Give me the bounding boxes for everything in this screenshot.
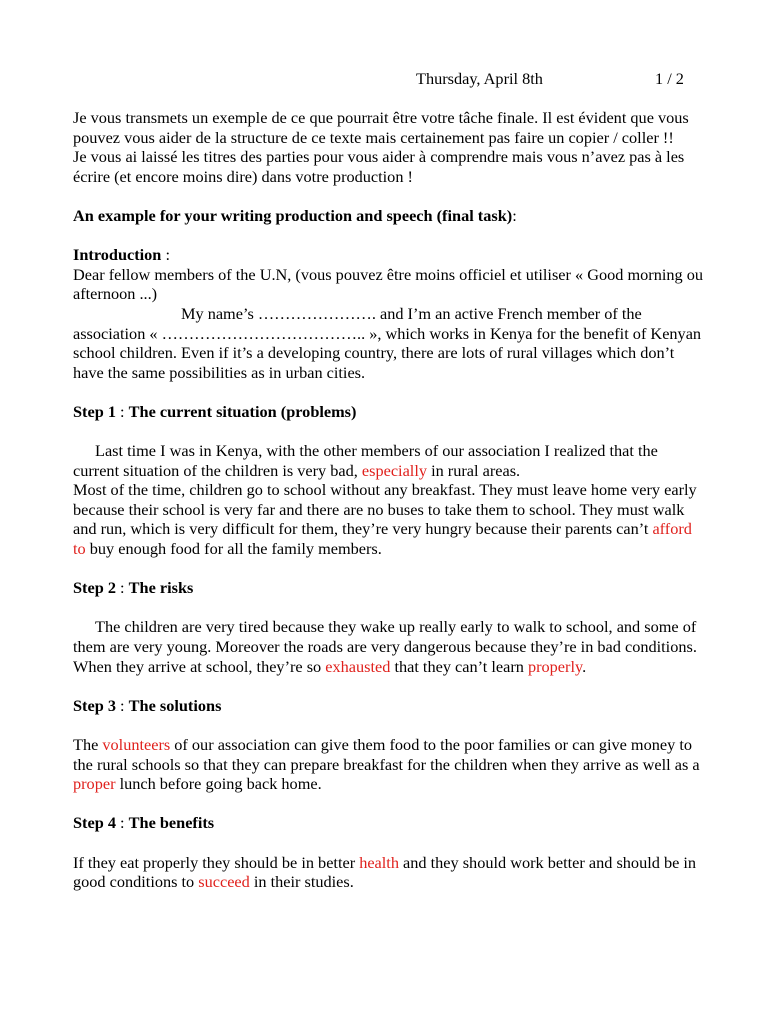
vocab-highlight: properly (527, 656, 583, 676)
spacer (73, 186, 703, 206)
step3-text: of our association can give them food to the poor families or can give money to the rural schools so that they can prepare breakfast for the children when they arrive as well as a (73, 735, 700, 774)
intro-note-line-1: Je vous transmets un exemple de ce que pourrait être votre tâche finale. Il est évident que vous pouvez vous aider de la structure de ce texte mais certainement pas faire un copier / coller !! (73, 108, 689, 147)
step1-text: in rural areas. (427, 460, 521, 480)
vocab-highlight: volunteers (102, 735, 171, 754)
page-header (0, 69, 768, 91)
step1-paragraph-2 (73, 480, 703, 558)
step2-separator: : (115, 578, 129, 598)
task-title-bold: An example for your writing production and speech (final task) (73, 205, 513, 225)
introduction-greeting: Dear fellow members of the U.N, (vous pouvez être moins officiel et utiliser « Good morning ou afternoon ...) (73, 264, 703, 304)
step2-heading (73, 578, 703, 598)
vocab-highlight: afford to (73, 519, 692, 559)
introduction-heading-suffix: : (161, 245, 170, 265)
step3-label: Step 3 (73, 695, 116, 715)
spacer (73, 833, 703, 853)
header-date: Thursday, April 8th (416, 69, 543, 88)
step1-text: buy enough food for all the family members. (85, 539, 382, 559)
step2-paragraph (73, 617, 703, 676)
step1-separator: : (115, 401, 129, 421)
step1-text: Most of the time, children go to school without any breakfast. They must leave home very early because their school is very far and there are no buses to take them to school. They must walk and run, which is very difficult for them, they’re very hungry because their parents can’t (73, 480, 697, 539)
step2-text: . (582, 656, 587, 676)
step3-text: The (73, 735, 103, 754)
step4-separator: : (115, 813, 129, 833)
step3-paragraph (73, 735, 703, 794)
intro-note-line-2: Je vous ai laissé les titres des parties pour vous aider à comprendre mais vous n’avez pas à les écrire (et encore moins dire) dans votre production ! (73, 147, 685, 186)
vocab-highlight: especially (361, 460, 427, 480)
spacer (73, 559, 703, 579)
step4-heading (73, 813, 703, 833)
step2-title: The risks (128, 578, 194, 598)
spacer (73, 715, 703, 735)
vocab-highlight: exhausted (325, 656, 391, 676)
step4-text: If they eat properly they should be in better (73, 852, 360, 872)
step1-label: Step 1 (73, 401, 116, 421)
step2-text: The children are very tired because they wake up really early to walk to school, and some of them are very young. Moreover the roads are very dangerous because they’re in bad conditions. When they arrive at school, they’re so (73, 617, 697, 676)
spacer (73, 226, 703, 246)
task-title (73, 206, 703, 226)
step4-paragraph (73, 853, 703, 892)
step2-label: Step 2 (73, 578, 116, 598)
step1-heading (73, 402, 703, 422)
step2-text: that they can’t learn (390, 656, 528, 676)
step3-heading (73, 696, 703, 716)
vocab-highlight: health (359, 852, 399, 872)
introduction-heading (73, 245, 703, 265)
document-body (73, 108, 703, 892)
spacer (73, 598, 703, 618)
vocab-highlight: succeed (198, 872, 250, 892)
step3-text: lunch before going back home. (115, 774, 322, 794)
spacer (73, 794, 703, 814)
step4-text: and they should work better and should be in good conditions to (73, 852, 697, 892)
spacer (73, 676, 703, 696)
step4-label: Step 4 (73, 813, 116, 833)
task-title-suffix: : (512, 205, 517, 225)
spacer (73, 422, 703, 442)
step4-text: in their studies. (249, 872, 354, 892)
introduction-heading-bold: Introduction (73, 245, 162, 265)
step1-title: The current situation (problems) (128, 401, 357, 421)
step1-paragraph-1 (73, 441, 703, 480)
step1-text: Last time I was in Kenya, with the other members of our association I realized that the current situation of the children is very bad, (73, 441, 658, 480)
page-number: 1 / 2 (655, 69, 684, 88)
step4-title: The benefits (128, 813, 215, 833)
step3-title: The solutions (128, 695, 222, 715)
spacer (73, 382, 703, 402)
introduction-paragraph: My name’s …………………. and I’m an active French member of the association « ……………………………….. », which works in Kenya for the benefit of Kenyan school children. Even if it’s a developing country, there are lots of rural villages which don’t have the same possibilities as in urban cities. (73, 303, 702, 382)
vocab-highlight: proper (73, 774, 116, 794)
step3-separator: : (115, 695, 129, 715)
